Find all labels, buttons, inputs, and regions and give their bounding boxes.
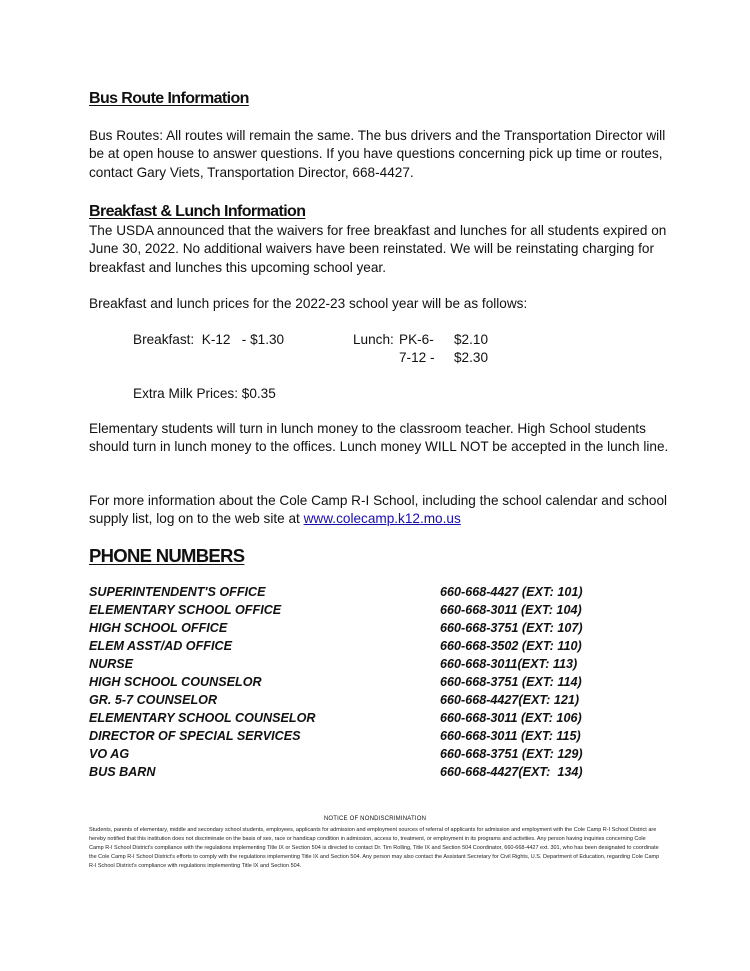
phone-dept: SUPERINTENDENT'S OFFICE: [89, 585, 266, 599]
phone-number: 660-668-3011 (EXT: 104): [440, 603, 582, 617]
phone-row: [89, 711, 609, 729]
meal-info-heading: Breakfast & Lunch Information: [89, 203, 306, 220]
phone-dept: ELEMENTARY SCHOOL OFFICE: [89, 603, 282, 617]
phone-row: [89, 585, 609, 603]
phone-number: 660-668-3502 (EXT: 110): [440, 639, 582, 653]
lunch-grade-712: 7-12 -: [399, 350, 435, 365]
meal-waiver-text: The USDA announced that the waivers for free breakfast and lunches for all students expired on June 30, 2022. No additional waivers have been reinstated. We will be reinstating charging for breakfast and lunches this upcoming school year.: [89, 223, 667, 275]
lunch-label: Lunch:: [353, 332, 394, 347]
phone-row: [89, 639, 609, 657]
phone-row: [89, 621, 609, 639]
phone-row: [89, 675, 609, 693]
more-info-text: For more information about the Cole Camp R-I School, including the school calendar and school supply list, log on to the web site at: [89, 493, 668, 527]
school-website-link[interactable]: www.colecamp.k12.mo.us: [303, 511, 461, 527]
phone-dept: ELEM ASST/AD OFFICE: [89, 639, 232, 653]
phone-dept: NURSE: [89, 657, 134, 671]
phone-dept: HIGH SCHOOL OFFICE: [89, 621, 228, 635]
phone-dept: HIGH SCHOOL COUNSELOR: [89, 675, 262, 689]
bus-route-text: Bus Routes: All routes will remain the same. The bus drivers and the Transportation Director will be at open house to answer questions. If you have questions concerning pick up time or routes, contact Gary Viets, Transportation Director, 668-4427.: [89, 128, 666, 180]
phone-dept: VO AG: [89, 747, 130, 761]
phone-number: 660-668-3751 (EXT: 129): [440, 747, 583, 761]
phone-row: [89, 747, 609, 765]
phone-row: [89, 693, 609, 711]
phone-number: 660-668-3011(EXT: 113): [440, 657, 578, 671]
bus-route-heading: Bus Route Information: [89, 90, 249, 107]
lunch-price-712: $2.30: [454, 350, 489, 365]
phone-number: 660-668-4427(EXT: 134): [440, 765, 583, 779]
phone-dept: ELEMENTARY SCHOOL COUNSELOR: [89, 711, 316, 725]
lunch-price-pk6: $2.10: [454, 332, 489, 347]
phone-number: 660-668-4427 (EXT: 101): [440, 585, 583, 599]
nondiscrimination-title: NOTICE OF NONDISCRIMINATION: [323, 816, 427, 822]
breakfast-price: Breakfast: K-12 - $1.30: [133, 332, 285, 347]
phone-dept: GR. 5-7 COUNSELOR: [89, 693, 218, 707]
phone-number: 660-668-4427(EXT: 121): [440, 693, 580, 707]
meal-prices-intro: Breakfast and lunch prices for the 2022-23 school year will be as follows:: [89, 296, 528, 311]
phone-row: [89, 603, 609, 621]
phone-row: [89, 657, 609, 675]
milk-price: Extra Milk Prices: $0.35: [133, 386, 276, 401]
phone-numbers-heading: PHONE NUMBERS: [89, 545, 245, 566]
lunch-money-note: Elementary students will turn in lunch money to the classroom teacher. High School students should turn in lunch money to the offices. Lunch money WILL NOT be accepted in the lunch line.: [89, 421, 669, 455]
phone-row: [89, 729, 609, 747]
nondiscrimination-text: Students, parents of elementary, middle and secondary school students, employees, applicants for admission and employment sources of referral of applicants for admission and employment with the Cole Camp R-I School District are hereby notified that this institution does not discriminate on the basis of sex, race or handicap condition in admission, access to, treatment, or employment in its programs and activities. Any person having inquiries concerning Cole Camp R-I School District's compliance with the regulations implementing Title IX or Section 504 is directed to contact Dr. Tim Rolling, Title IX and Section 504 Coordinator, 660-668-4427 ext. 301, who has been designated to coordinate the Cole Camp R-I School District's efforts to comply with the regulations implementing Title IX and Section 504. Any person may also contact the Assistant Secretary for Civil Rights, U.S. Department of Education, regarding Cole Camp R-I School District's compliance with regulations implementing Title IX and Section 504.: [89, 827, 660, 869]
phone-number: 660-668-3011 (EXT: 106): [440, 711, 582, 725]
phone-number: 660-668-3751 (EXT: 114): [440, 675, 582, 689]
phone-dept: DIRECTOR OF SPECIAL SERVICES: [89, 729, 301, 743]
phone-dept: BUS BARN: [89, 765, 156, 779]
more-info-paragraph: [89, 492, 669, 529]
phone-number: 660-668-3751 (EXT: 107): [440, 621, 583, 635]
phone-number: 660-668-3011 (EXT: 115): [440, 729, 581, 743]
lunch-grade-pk6: PK-6-: [399, 332, 434, 347]
phone-row: [89, 765, 609, 783]
